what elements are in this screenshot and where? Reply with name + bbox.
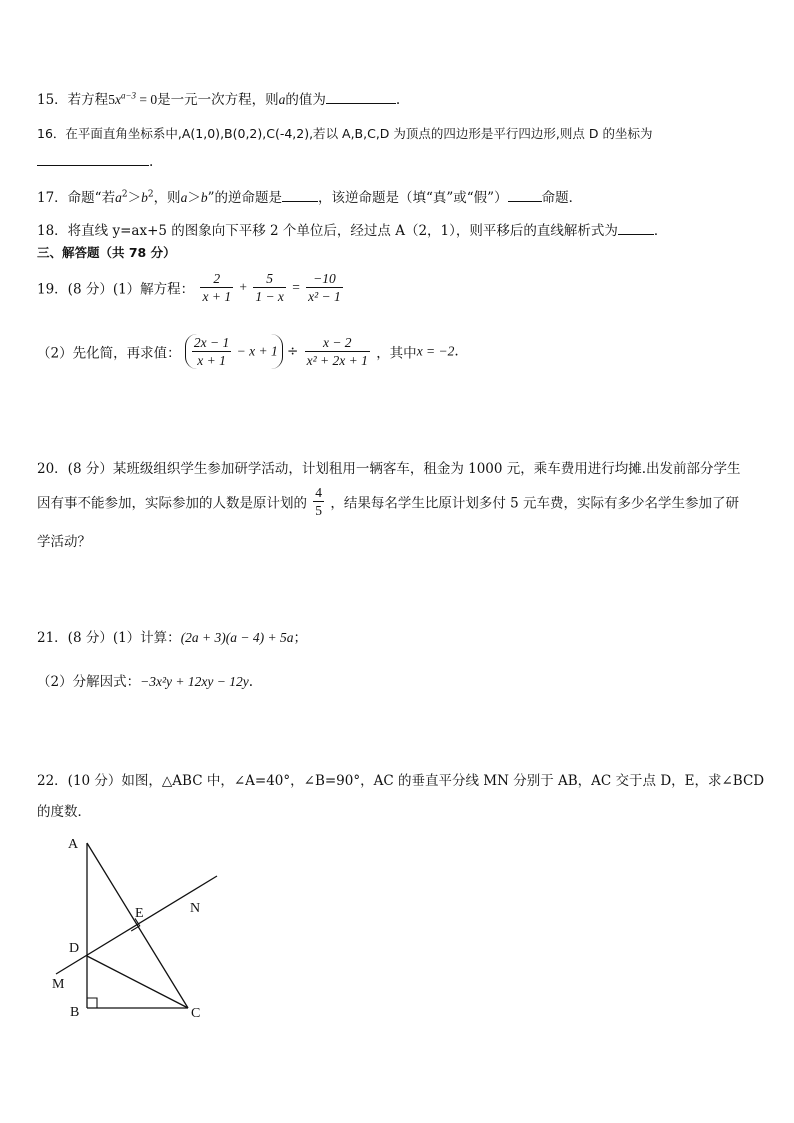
q15-coef: 5 <box>108 92 115 107</box>
triangle-figure <box>40 828 230 1024</box>
q18-text: 18．将直线 y=ax+5 的图象向下平移 2 个单位后，经过点 A（2，1），则平移后的直线解析式为 <box>37 223 618 239</box>
section-title: 三、解答题（共 78 分） <box>37 245 176 260</box>
question-22-line2: 的度数． <box>37 804 91 820</box>
label-m: M <box>52 977 65 992</box>
q17-p1: 17．命题“若 <box>37 190 116 206</box>
q19-cond: ，其中 <box>376 345 417 362</box>
q17-p5: 命题． <box>541 190 583 206</box>
question-20-line2 <box>37 484 739 519</box>
question-21-part2 <box>37 670 253 690</box>
q15-var: x <box>114 92 121 107</box>
q21-expr2: −3x²y + 12xy − 12y <box>140 674 249 689</box>
q19-frac4: $\frac{2x - 1}{x + 1}$ <box>193 335 230 368</box>
q17-p4: ，该逆命题是（填“真”或“假”） <box>317 190 508 206</box>
q17-exp-b: 2 <box>147 189 154 200</box>
q19-frac5: $\frac{x - 2}{\text{x² + 2x + 1}}$ <box>306 335 368 368</box>
question-16-blank-line <box>37 152 153 170</box>
q17-a2: a <box>180 190 188 205</box>
q19-xval: x = −2 <box>416 343 455 359</box>
question-15 <box>37 88 400 108</box>
q19-eq: = <box>292 279 300 295</box>
q15-exponent: a−3 <box>120 90 137 101</box>
question-19-part1 <box>37 270 345 305</box>
label-a: A <box>68 837 79 852</box>
q18-answer-blank[interactable] <box>618 221 654 235</box>
q17-gt1: ＞ <box>127 190 142 206</box>
q17-exp-a: 2 <box>121 189 128 200</box>
question-18 <box>37 219 667 239</box>
q18-end: ． <box>653 223 668 239</box>
q16-answer-blank[interactable] <box>37 152 149 166</box>
label-e: E <box>135 906 144 921</box>
label-b: B <box>70 1005 80 1020</box>
q17-b2: b <box>200 190 208 205</box>
segment-dc <box>87 956 188 1008</box>
q19-mid: − x + 1 <box>233 343 278 359</box>
q21-p2: （2）分解因式： <box>37 674 141 690</box>
q17-p2: ，则 <box>153 190 181 206</box>
line-mn <box>56 876 217 974</box>
q19-frac1: $\frac{2}{x + 1}$ <box>202 271 232 304</box>
q19-frac2: $\frac{5}{1 - x}$ <box>255 271 284 304</box>
q15-a: a <box>278 92 286 107</box>
q20-frac: $\frac{4}{5}$ <box>315 485 323 518</box>
q16-text: 16．在平面直角坐标系中,A(1,0),B(0,2),C(-4,2),若以 A,B,C,D 为顶点的四边形是平行四边形,则点 D 的坐标为 <box>37 126 653 141</box>
label-n: N <box>190 901 201 916</box>
q15-answer-blank[interactable] <box>326 90 396 104</box>
question-17 <box>37 186 582 206</box>
q21-end: . <box>248 674 253 690</box>
q19-div: ÷ <box>287 343 299 360</box>
label-d: D <box>69 941 80 956</box>
label-c: C <box>191 1006 201 1021</box>
question-22-line1: 22．(10 分）如图，△ABC 中，∠A=40°，∠B=90°，AC 的垂直平分线 MN 分别于 AB，AC 交于点 D，E，求∠BCD <box>37 773 765 789</box>
q16-end: . <box>149 154 154 170</box>
q21-expr1: (2a + 3)(a − 4) + 5a <box>180 630 294 645</box>
segment-ac <box>87 843 188 1008</box>
q20-line2b: ，结果每名学生比原计划多付 5 元车费，实际有多少名学生参加了研 <box>330 495 740 512</box>
q17-blank-2[interactable] <box>508 188 542 202</box>
q17-b: b <box>141 190 148 205</box>
q19-frac3: $\frac{-10}{\text{x² − 1}}$ <box>308 271 341 304</box>
q19-p1: 19．(8 分）(1）解方程： <box>37 281 195 298</box>
q15-end: . <box>395 92 401 108</box>
q21-semi: ； <box>293 630 307 646</box>
q19-plus: + <box>239 279 248 295</box>
q20-line2a: 因有事不能参加，实际参加的人数是原计划的 <box>37 495 307 512</box>
q15-number: 15．若方程 <box>37 92 109 108</box>
q19-paren <box>185 334 283 369</box>
q17-a: a <box>115 190 122 205</box>
question-21-part1 <box>37 626 307 646</box>
q15-tail: 的值为 <box>285 92 326 108</box>
q17-blank-1[interactable] <box>282 188 318 202</box>
q17-p3: ”的逆命题是 <box>207 190 282 206</box>
q15-eq: = 0 <box>136 92 158 107</box>
q17-gt2: ＞ <box>187 190 201 206</box>
q19-end: . <box>454 343 459 360</box>
right-angle-b <box>87 998 97 1008</box>
question-19-part2 <box>37 334 459 369</box>
q15-mid: 是一元一次方程，则 <box>157 92 279 108</box>
question-20-line3: 学活动？ <box>37 534 91 550</box>
q21-p1: 21．(8 分）(1）计算： <box>37 630 181 646</box>
q19-p2: （2）先化简，再求值： <box>37 345 181 362</box>
question-16 <box>37 124 652 142</box>
question-20-line1: 20．(8 分）某班级组织学生参加研学活动，计划租用一辆客车，租金为 1000 元，乘车费用进行均摊.出发前部分学生 <box>37 461 741 477</box>
